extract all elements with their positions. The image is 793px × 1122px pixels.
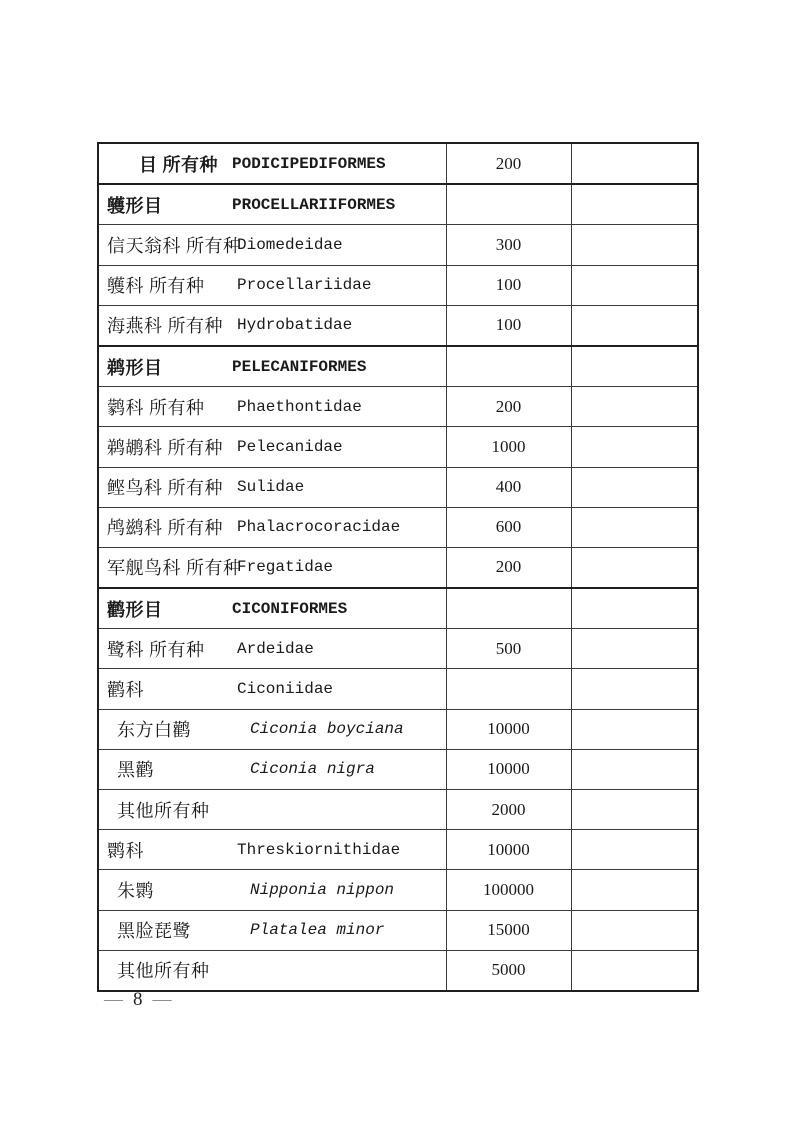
taxon-name-cell: [98, 547, 446, 588]
taxon-name-cell: [98, 387, 446, 427]
footer-right-dash: —: [152, 989, 173, 1010]
latin-name: Diomedeidae: [237, 235, 343, 254]
chinese-name: 东方白鹳: [117, 720, 191, 741]
table-row: [98, 870, 698, 910]
latin-name: PROCELLARIIFORMES: [232, 195, 396, 214]
compensation-value-cell: [446, 346, 571, 387]
note-cell: [571, 830, 698, 870]
note-cell: [571, 305, 698, 346]
taxon-name-cell: [98, 427, 446, 467]
compensation-value-cell: 200: [446, 143, 571, 184]
chinese-name: 鹈鹕科 所有种: [107, 437, 223, 458]
latin-name: Pelecanidae: [237, 437, 343, 456]
taxon-name-cell: [98, 467, 446, 507]
table-body: [98, 143, 698, 991]
latin-name: Hydrobatidae: [237, 316, 353, 335]
table-row: [98, 143, 698, 184]
table-row: [98, 910, 698, 950]
chinese-name: 朱鹮: [117, 880, 154, 901]
compensation-value-cell: 100: [446, 265, 571, 305]
taxon-name-cell: [98, 790, 446, 830]
chinese-name: 鹱科 所有种: [107, 276, 205, 297]
chinese-name: 鹱形目: [107, 195, 163, 216]
table-row: [98, 507, 698, 547]
table-row: [98, 709, 698, 749]
compensation-value-cell: 1000: [446, 427, 571, 467]
compensation-value-cell: 5000: [446, 950, 571, 991]
compensation-value-cell: 300: [446, 225, 571, 265]
note-cell: [571, 143, 698, 184]
latin-name: Ardeidae: [237, 639, 314, 658]
note-cell: [571, 225, 698, 265]
chinese-name: 鸬鹚科 所有种: [107, 518, 223, 539]
chinese-name: 信天翁科 所有种: [107, 235, 242, 256]
table-row: [98, 547, 698, 588]
chinese-name: 鹈形目: [107, 357, 163, 378]
table-row: [98, 467, 698, 507]
chinese-name: 鹲科 所有种: [107, 397, 205, 418]
compensation-value-cell: 500: [446, 629, 571, 669]
compensation-value-cell: [446, 588, 571, 629]
compensation-value-cell: 10000: [446, 830, 571, 870]
taxon-name-cell: [98, 305, 446, 346]
note-cell: [571, 427, 698, 467]
note-cell: [571, 588, 698, 629]
latin-name: PODICIPEDIFORMES: [232, 154, 386, 173]
note-cell: [571, 184, 698, 225]
chinese-name: 鹮科: [107, 840, 144, 861]
note-cell: [571, 507, 698, 547]
taxon-name-cell: [98, 225, 446, 265]
table-row: [98, 629, 698, 669]
table-row: [98, 950, 698, 991]
note-cell: [571, 910, 698, 950]
table-row: [98, 427, 698, 467]
footer-page-number: 8: [133, 989, 144, 1010]
compensation-value-cell: 15000: [446, 910, 571, 950]
table-row: [98, 225, 698, 265]
note-cell: [571, 547, 698, 588]
taxon-name-cell: [98, 669, 446, 709]
latin-name: PELECANIFORMES: [232, 357, 367, 376]
compensation-value-cell: 100: [446, 305, 571, 346]
taxon-name-cell: [98, 629, 446, 669]
chinese-name: 其他所有种: [117, 961, 210, 982]
taxon-name-cell: [98, 588, 446, 629]
taxon-name-cell: [98, 346, 446, 387]
latin-name: Ciconiidae: [237, 680, 334, 699]
page-footer: [104, 989, 173, 1011]
compensation-value-cell: 2000: [446, 790, 571, 830]
chinese-name: 鲣鸟科 所有种: [107, 478, 223, 499]
taxon-name-cell: [98, 950, 446, 991]
chinese-name: 鹭科 所有种: [107, 639, 205, 660]
table-row: [98, 749, 698, 789]
taxon-name-cell: [98, 830, 446, 870]
table-row: [98, 265, 698, 305]
note-cell: [571, 950, 698, 991]
taxon-name-cell: [98, 910, 446, 950]
table-row: [98, 387, 698, 427]
taxon-name-cell: [98, 749, 446, 789]
taxon-name-cell: [98, 143, 446, 184]
chinese-name: 军舰鸟科 所有种: [107, 558, 242, 579]
chinese-name: 其他所有种: [117, 800, 210, 821]
table-row: [98, 588, 698, 629]
note-cell: [571, 709, 698, 749]
latin-name: Phaethontidae: [237, 397, 362, 416]
note-cell: [571, 265, 698, 305]
taxon-name-cell: [98, 709, 446, 749]
table-row: [98, 830, 698, 870]
compensation-value-cell: [446, 669, 571, 709]
latin-name: Phalacrocoracidae: [237, 518, 401, 537]
table-row: [98, 346, 698, 387]
compensation-value-cell: 600: [446, 507, 571, 547]
compensation-value-cell: 200: [446, 547, 571, 588]
note-cell: [571, 669, 698, 709]
compensation-value-cell: 10000: [446, 709, 571, 749]
note-cell: [571, 467, 698, 507]
latin-name: Ciconia boyciana: [250, 720, 404, 739]
latin-name: Platalea minor: [250, 921, 385, 940]
latin-name: Threskiornithidae: [237, 840, 401, 859]
compensation-value-cell: 100000: [446, 870, 571, 910]
taxon-name-cell: [98, 265, 446, 305]
latin-name: Procellariidae: [237, 276, 372, 295]
taxon-name-cell: [98, 507, 446, 547]
chinese-name: 海燕科 所有种: [107, 316, 223, 337]
chinese-name: 目 所有种: [139, 154, 218, 175]
latin-name: Ciconia nigra: [250, 760, 375, 779]
table-row: [98, 790, 698, 830]
note-cell: [571, 870, 698, 910]
compensation-value-cell: 10000: [446, 749, 571, 789]
note-cell: [571, 749, 698, 789]
table-row: [98, 669, 698, 709]
note-cell: [571, 629, 698, 669]
species-compensation-table: [97, 142, 699, 992]
chinese-name: 鹳形目: [107, 599, 163, 620]
taxon-name-cell: [98, 870, 446, 910]
chinese-name: 黑鹳: [117, 760, 154, 781]
chinese-name: 黑脸琵鹭: [117, 921, 191, 942]
chinese-name: 鹳科: [107, 680, 144, 701]
compensation-value-cell: [446, 184, 571, 225]
footer-left-dash: —: [104, 989, 124, 1010]
note-cell: [571, 790, 698, 830]
table-row: [98, 305, 698, 346]
taxon-name-cell: [98, 184, 446, 225]
latin-name: Sulidae: [237, 478, 305, 497]
compensation-value-cell: 400: [446, 467, 571, 507]
note-cell: [571, 387, 698, 427]
note-cell: [571, 346, 698, 387]
latin-name: Fregatidae: [237, 558, 334, 577]
latin-name: Nipponia nippon: [250, 880, 395, 899]
latin-name: CICONIFORMES: [232, 599, 348, 618]
table-row: [98, 184, 698, 225]
compensation-value-cell: 200: [446, 387, 571, 427]
